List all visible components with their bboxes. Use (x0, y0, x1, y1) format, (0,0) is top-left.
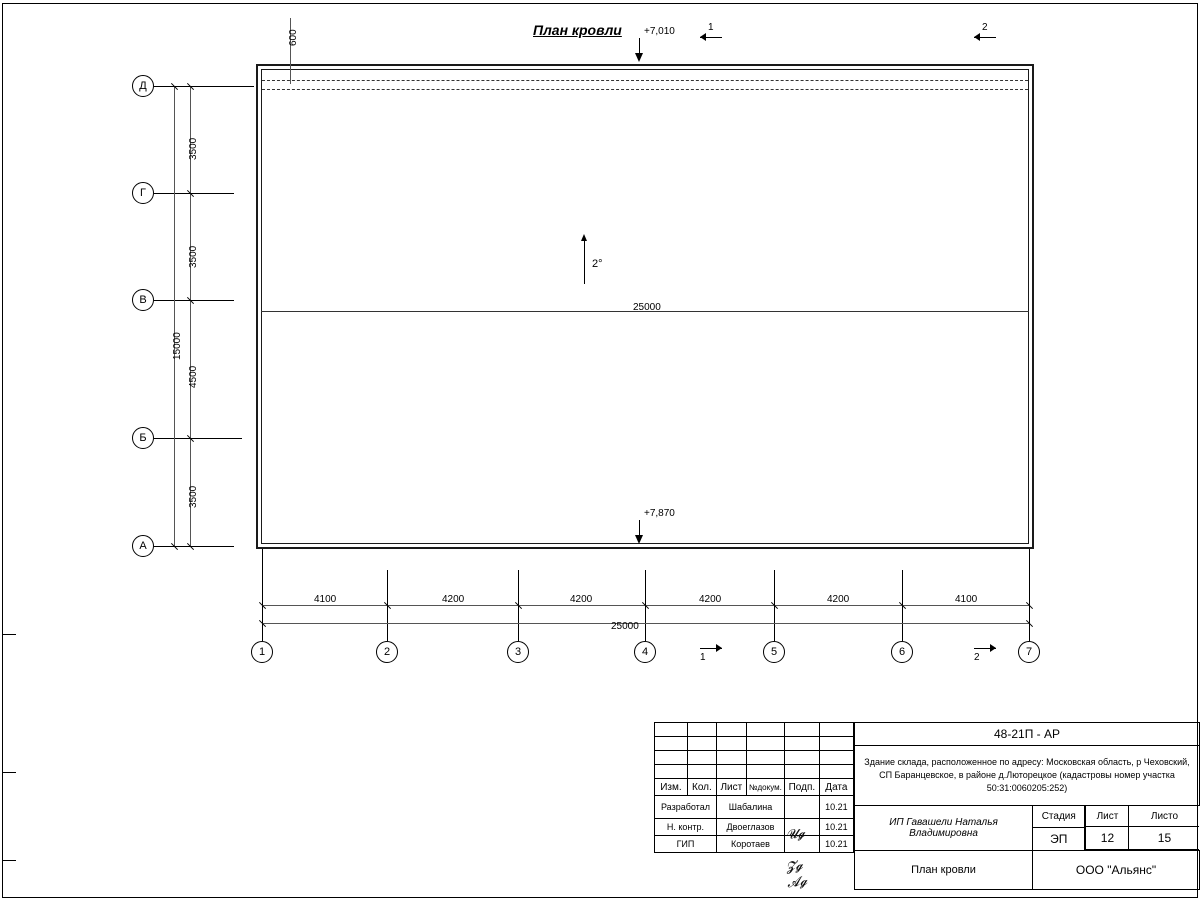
horizontal-dim-6: 4100 (955, 594, 978, 605)
horizontal-dim-2: 4200 (442, 594, 465, 605)
axis-bubble-1[interactable]: 1 (251, 641, 273, 663)
ridge-dimension-label: 25000 (633, 302, 661, 313)
slope-arrow-line (584, 240, 585, 284)
rev-cell (716, 737, 746, 751)
rev-cell (687, 737, 716, 751)
axis-bubble-g[interactable]: Г (132, 182, 154, 204)
parapet-dim-line (290, 18, 291, 84)
row-name-developer: Шабалина (716, 796, 784, 819)
axis-bubble-b[interactable]: Б (132, 427, 154, 449)
sheet-value: 12 (1086, 827, 1129, 850)
vertical-dim-1: 3500 (188, 137, 199, 160)
vertical-dim-total: 15000 (172, 332, 183, 360)
col-header-izm: Изм. (655, 779, 688, 796)
section-mark-top-1-label: 1 (708, 22, 714, 33)
revision-table (654, 722, 854, 853)
elevation-bottom-label: +7,870 (644, 508, 675, 519)
rev-cell (785, 723, 820, 737)
col-header-data: Дата (819, 779, 853, 796)
row-sign-developer (785, 796, 820, 819)
slope-angle-label: 2° (592, 258, 603, 270)
rev-cell (746, 751, 784, 765)
company-name: ООО "Альянс" (1032, 851, 1199, 890)
rev-cell (819, 751, 853, 765)
stage-value: ЭП (1032, 827, 1085, 851)
col-header-list: Лист (716, 779, 746, 796)
horizontal-dim-total: 25000 (611, 621, 639, 632)
axis-line-v (154, 300, 234, 301)
row-name-controller: Двоеглазов (716, 819, 784, 836)
axis-bubble-3[interactable]: 3 (507, 641, 529, 663)
rev-cell (655, 751, 688, 765)
axis-bubble-5[interactable]: 5 (763, 641, 785, 663)
spacer-cell (1085, 806, 1200, 828)
rev-cell (687, 765, 716, 779)
axis-line-7 (1029, 549, 1030, 641)
spacer-cell-2 (1085, 827, 1200, 851)
section-mark-top-2-label: 2 (982, 22, 988, 33)
parapet-dash-line-2 (262, 89, 1028, 90)
parapet-dash-line-1 (262, 80, 1028, 81)
signature-developer-icon: 𝓤𝓰 (784, 824, 807, 843)
horizontal-dim-3: 4200 (570, 594, 593, 605)
axis-line-d (154, 86, 254, 87)
rev-cell (746, 723, 784, 737)
axis-line-a (154, 546, 234, 547)
rev-cell (687, 723, 716, 737)
horizontal-dim-5: 4200 (827, 594, 850, 605)
vertical-dim-2: 3500 (188, 245, 199, 268)
signature-gip-icon: 𝓐𝓰 (785, 872, 809, 891)
rev-cell (746, 765, 784, 779)
section-mark-bottom-1-label: 1 (700, 652, 706, 663)
sheet-header: Лист (1086, 806, 1129, 827)
vertical-dim-3: 4500 (188, 365, 199, 388)
axis-bubble-2[interactable]: 2 (376, 641, 398, 663)
frame-fold-mark-2 (2, 772, 16, 773)
row-date-controller: 10.21 (819, 819, 853, 836)
sheet-header-table (1085, 806, 1199, 827)
slope-arrow-head (581, 234, 587, 241)
rev-cell (716, 723, 746, 737)
doc-code: 48-21П - АР (855, 723, 1200, 746)
elevation-top-label: +7,010 (644, 26, 675, 37)
sheet-title: План кровли (855, 851, 1033, 890)
row-role-developer: Разработал (655, 796, 717, 819)
axis-line-b (154, 438, 242, 439)
section-mark-bottom-1-arrow (716, 644, 722, 652)
elevation-bottom-arrow (635, 535, 643, 544)
axis-bubble-6[interactable]: 6 (891, 641, 913, 663)
axis-bubble-4[interactable]: 4 (634, 641, 656, 663)
axis-bubble-a[interactable]: А (132, 535, 154, 557)
rev-cell (687, 751, 716, 765)
col-header-kol: Кол. (687, 779, 716, 796)
title-block (654, 722, 1200, 892)
section-mark-bottom-2-arrow (990, 644, 996, 652)
rev-cell (655, 737, 688, 751)
object-description: Здание склада, расположенное по адресу: Московская область, р Чеховский, СП Баранцевское, в районе д.Люторецкое (кадастровы номер участка 50:31:0060205:252) (855, 746, 1200, 806)
rev-cell (819, 723, 853, 737)
rev-cell (785, 751, 820, 765)
axis-line-g (154, 193, 234, 194)
row-name-gip: Коротаев (716, 836, 784, 853)
rev-cell (746, 737, 784, 751)
title-info-table (854, 722, 1200, 890)
rev-cell (785, 737, 820, 751)
rev-cell (819, 737, 853, 751)
frame-fold-mark-3 (2, 860, 16, 861)
rev-cell (655, 765, 688, 779)
customer-name: ИП Гавашели Наталья Владимировна (855, 806, 1033, 851)
section-mark-top-1-arrow (700, 33, 706, 41)
rev-cell (819, 765, 853, 779)
signature-controller-icon: 𝓩𝓰 (784, 856, 804, 875)
row-role-gip: ГИП (655, 836, 717, 853)
section-mark-bottom-2-label: 2 (974, 652, 980, 663)
rev-cell (785, 765, 820, 779)
axis-bubble-v[interactable]: В (132, 289, 154, 311)
stage-header: Стадия (1032, 806, 1085, 828)
horizontal-dim-total-line (262, 623, 1029, 624)
vertical-dim-chain-outer (174, 86, 175, 546)
sheet-value-table (1085, 827, 1199, 850)
frame-fold-mark-1 (2, 634, 16, 635)
row-role-controller: Н. контр. (655, 819, 717, 836)
parapet-dim-label: 600 (288, 29, 299, 46)
axis-line-1 (262, 549, 263, 641)
axis-bubble-d[interactable]: Д (132, 75, 154, 97)
plan-title: План кровли (533, 22, 622, 38)
sheets-header: Листо (1129, 806, 1200, 827)
rev-cell (716, 751, 746, 765)
sheets-value: 15 (1129, 827, 1200, 850)
section-mark-top-2-arrow (974, 33, 980, 41)
axis-bubble-7[interactable]: 7 (1018, 641, 1040, 663)
elevation-top-arrow (635, 53, 643, 62)
horizontal-dim-4: 4200 (699, 594, 722, 605)
horizontal-dim-1: 4100 (314, 594, 337, 605)
col-header-podp: Подп. (785, 779, 820, 796)
rev-cell (655, 723, 688, 737)
col-header-ndoc: №докум. (746, 779, 784, 796)
row-date-developer: 10.21 (819, 796, 853, 819)
row-date-gip: 10.21 (819, 836, 853, 853)
vertical-dim-4: 3500 (188, 485, 199, 508)
rev-cell (716, 765, 746, 779)
